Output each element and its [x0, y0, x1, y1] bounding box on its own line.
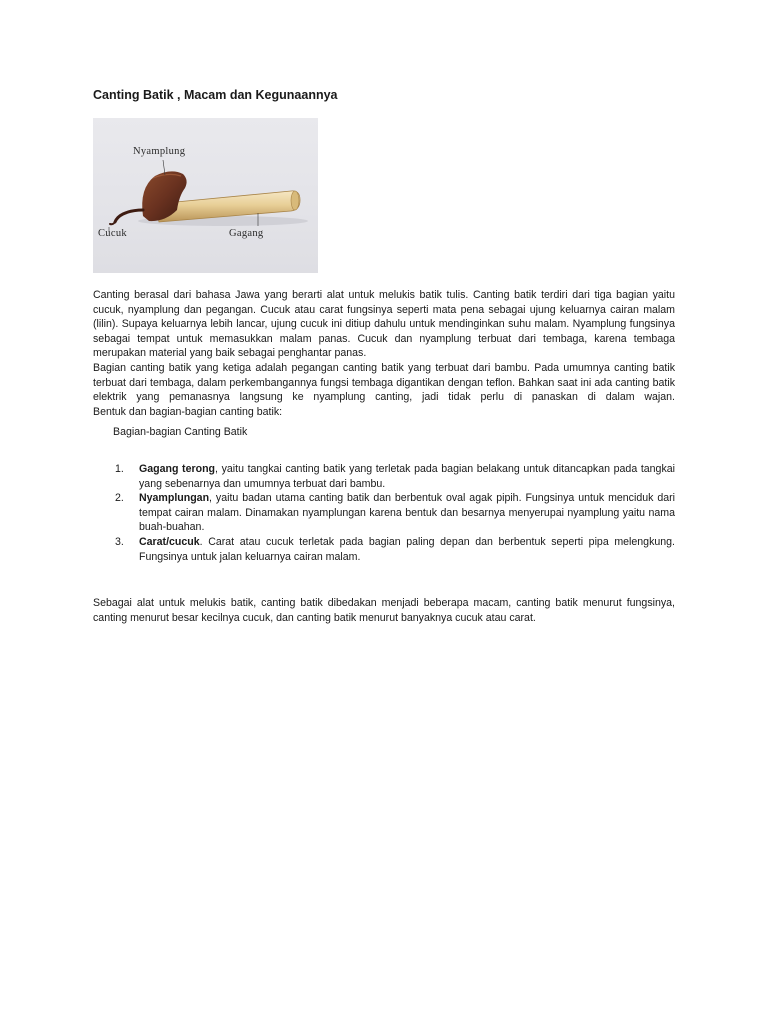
document-page — [93, 86, 675, 625]
paragraph-2: Bagian canting batik yang ketiga adalah pegangan canting batik yang terbuat dari bambu. Pada umumnya canting batik terbuat dari tembaga, dalam perkembangannya fungsi tembaga digantikan dengan teflon. Bahkan saat ini ada canting batik elektrik yang pemanasnya langsung ke nyamplung canting, jadi tidak perlu di panaskan di dalam wajan. — [93, 361, 675, 404]
sub-heading: Bagian-bagian Canting Batik — [113, 426, 248, 439]
part-description: , yaitu badan utama canting batik dan berbentuk oval agak pipih. Fungsinya untuk menciduk dari tempat cairan malam. Dinamakan nyamplungan karena bentuk dan besarnya menyerupai nyamplung yaitu nama buah-buahan. — [139, 492, 675, 534]
canting-illustration — [93, 118, 318, 273]
list-number: 2. — [115, 492, 124, 505]
list-number: 1. — [115, 462, 124, 475]
list-item — [93, 491, 675, 535]
part-term: Carat/cucuk — [139, 535, 200, 548]
paragraph-3: Bentuk dan bagian-bagian canting batik: — [93, 405, 283, 418]
paragraph-1: Canting berasal dari bahasa Jawa yang berarti alat untuk melukis batik tulis. Canting batik terdiri dari tiga bagian yaitu cucuk, nyamplung dan pegangan. Cucuk atau carat fungsinya seperti mata pena sebagai ujung keluarnya cairan malam (lilin). Supaya keluarnya lebih lancar, ujung cucuk ini ditiup dahulu untuk mendinginkan suhu malam. Nyamplung fungsinya sebagai tempat untuk memasukkan malam panas. Cucuk dan nyamplung terbuat dari tembaga, karena tembaga merupakan material yang baik sebagai penghantar panas. — [93, 289, 675, 360]
part-term: Gagang terong — [139, 462, 216, 475]
list-item — [93, 462, 675, 491]
list-item — [93, 535, 675, 564]
document-title: Canting Batik , Macam dan Kegunaannya — [93, 88, 338, 102]
label-cucuk: Cucuk — [98, 228, 127, 239]
closing-paragraph: Sebagai alat untuk melukis batik, canting batik dibedakan menjadi beberapa macam, canting batik menurut fungsinya, canting menurut besar kecilnya cucuk, dan canting batik menurut banyaknya cucuk atau carat. — [93, 597, 675, 624]
part-description: , yaitu tangkai canting batik yang terletak pada bagian belakang untuk ditancapkan pada tangkai yang sebenarnya dan umumnya terbuat dari bambu. — [139, 462, 675, 490]
label-nyamplung: Nyamplung — [133, 146, 186, 157]
label-gagang: Gagang — [229, 228, 264, 239]
part-term: Nyamplungan — [139, 492, 210, 505]
parts-list — [93, 462, 675, 564]
canting-photo — [93, 118, 318, 273]
part-description: . Carat atau cucuk terletak pada bagian paling depan dan berbentuk seperti pipa melengkung. Fungsinya untuk jalan keluarnya cairan malam. — [139, 535, 675, 563]
list-number: 3. — [115, 535, 124, 548]
